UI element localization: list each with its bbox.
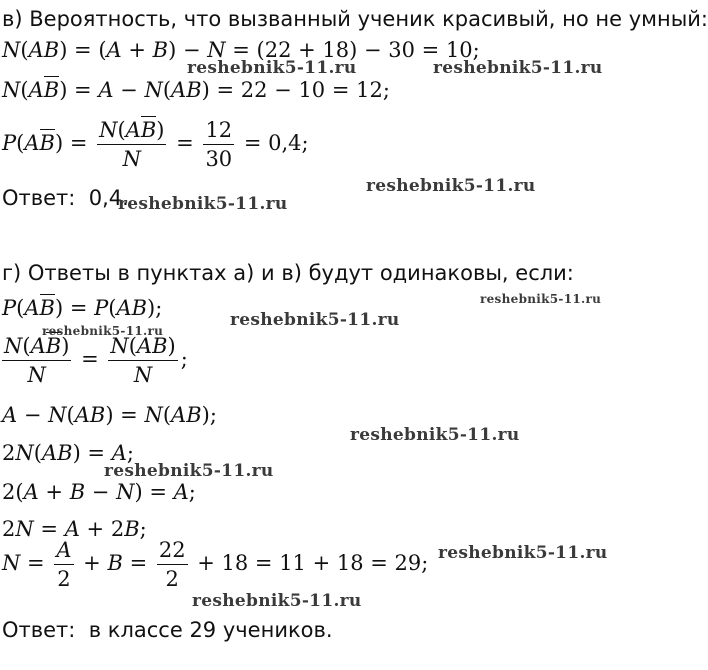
equation-step-1: A − N(AB) = N(AB); bbox=[2, 403, 217, 427]
answer-label: Ответ: bbox=[2, 618, 76, 642]
answer-value: 0,4. bbox=[88, 186, 129, 210]
watermark: reshebnik5-11.ru bbox=[118, 194, 288, 214]
watermark: reshebnik5-11.ru bbox=[438, 543, 608, 563]
watermark: reshebnik5-11.ru bbox=[104, 461, 274, 481]
equation-final: N = $\frac{A}{2}$ + B = $\frac{22}{2}$ + 18 = 11 + 18 = 29; bbox=[2, 538, 429, 592]
equation-step-2: 2N(AB) = A; bbox=[2, 441, 134, 465]
watermark: reshebnik5-11.ru bbox=[480, 292, 602, 306]
part-g-heading: г) Ответы в пунктах а) и в) будут одинаковы, если: bbox=[2, 261, 574, 285]
equation-n-ab: N(AB) = (A + B) − N = (22 + 18) − 30 = 10; bbox=[2, 38, 480, 62]
answer-value: в классе 29 учеников. bbox=[88, 618, 333, 642]
watermark: reshebnik5-11.ru bbox=[366, 176, 536, 196]
part-v-answer bbox=[2, 188, 129, 209]
watermark: reshebnik5-11.ru bbox=[187, 58, 357, 78]
watermark: reshebnik5-11.ru bbox=[192, 591, 362, 611]
watermark: reshebnik5-11.ru bbox=[433, 58, 603, 78]
equation-n-a-bbar: N(AB) = A − N(AB) = 22 − 10 = 12; bbox=[2, 78, 390, 102]
watermark: reshebnik5-11.ru bbox=[42, 324, 164, 338]
equation-step-4: 2N = A + 2B; bbox=[2, 517, 147, 541]
equation-fractions-equal: $\frac{N(AB)}{N}$ = $\frac{N(AB)}{N}$ ; bbox=[4, 334, 188, 388]
answer-label: Ответ: bbox=[2, 186, 76, 210]
equation-probability: P(AB) = $\frac{N(AB)}{N}$ = $\frac{12}{30}$ = 0,4; bbox=[2, 118, 309, 172]
equation-p-equal: P(AB) = P(AB); bbox=[2, 296, 163, 320]
watermark: reshebnik5-11.ru bbox=[230, 310, 400, 330]
part-v-heading: в) Вероятность, что вызванный ученик красивый, но не умный: bbox=[2, 7, 708, 31]
equation-step-3: 2(A + B − N) = A; bbox=[2, 480, 196, 504]
part-g-answer bbox=[2, 620, 333, 641]
watermark: reshebnik5-11.ru bbox=[350, 425, 520, 445]
